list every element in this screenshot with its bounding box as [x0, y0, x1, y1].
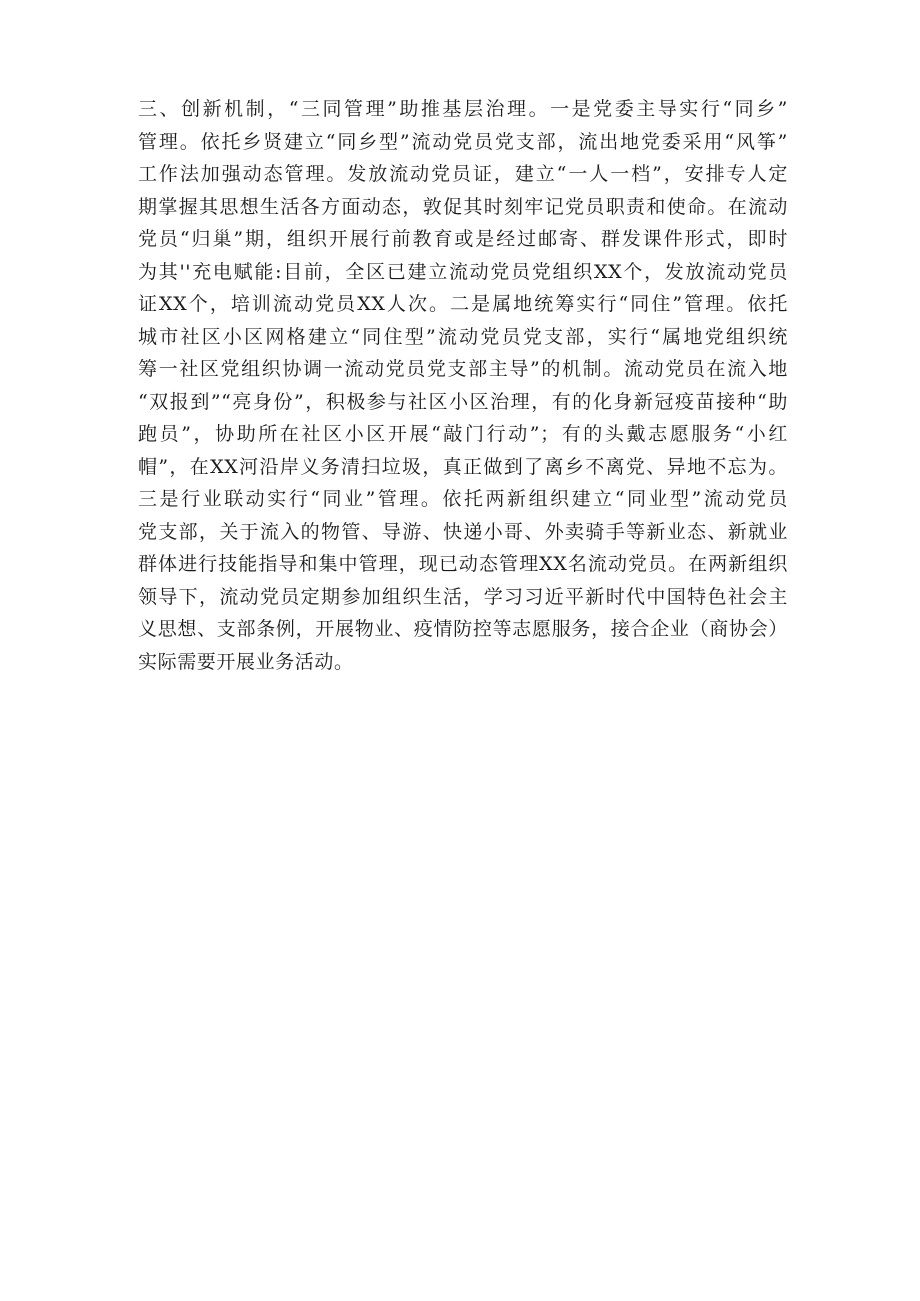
paragraph-line: 义思想、支部条例，开展物业、疫情防控等志愿服务，接合企业（商协会）	[138, 618, 788, 640]
paragraph-line: 城市社区小区网格建立“同住型”流动党员党支部，实行“属地党组织统	[138, 325, 788, 348]
paragraph-line: 领导下，流动党员定期参加组织生活，学习习近平新时代中国特色社会主	[138, 585, 788, 608]
paragraph-line: 筹一社区党组织协调一流动党员党支部主导”的机制。流动党员在流入地	[138, 358, 788, 380]
paragraph-line: 实际需要开展业务活动。	[138, 650, 354, 673]
paragraph-line: 证XX个，培训流动党员XX人次。二是属地统筹实行“同住”管理。依托	[138, 293, 788, 315]
paragraph-line: 管理。依托乡贤建立“同乡型”流动党员党支部，流出地党委采用“风筝”	[138, 130, 788, 153]
paragraph-line: 党支部，关于流入的物管、导游、快递小哥、外卖骑手等新业态、新就业	[138, 520, 788, 543]
paragraph-line: 党员“归巢”期，组织开展行前教育或是经过邮寄、群发课件形式，即时	[138, 228, 788, 250]
body-paragraph	[138, 93, 788, 678]
paragraph-line: 三是行业联动实行“同业”管理。依托两新组织建立“同业型”流动党员	[138, 488, 788, 510]
paragraph-line: 三、创新机制，“三同管理”助推基层治理。一是党委主导实行“同乡”	[138, 98, 788, 120]
paragraph-line: 工作法加强动态管理。发放流动党员证，建立“一人一档”，安排专人定	[138, 163, 788, 185]
paragraph-line: 为其''充电赋能:目前，全区已建立流动党员党组织XX个，发放流动党员	[138, 260, 788, 283]
paragraph-line: 期掌握其思想生活各方面动态，敦促其时刻牢记党员职责和使命。在流动	[138, 195, 788, 218]
paragraph-line: 帽”，在XX河沿岸义务清扫垃圾，真正做到了离乡不离党、异地不忘为。	[138, 455, 788, 478]
paragraph-line: “双报到”“亮身份”，积极参与社区小区治理，有的化身新冠疫苗接种“助	[138, 390, 788, 413]
paragraph-line: 群体进行技能指导和集中管理，现已动态管理XX名流动党员。在两新组织	[138, 553, 788, 575]
paragraph-line: 跑员”，协助所在社区小区开展“敲门行动”；有的头戴志愿服务“小红	[138, 423, 788, 445]
